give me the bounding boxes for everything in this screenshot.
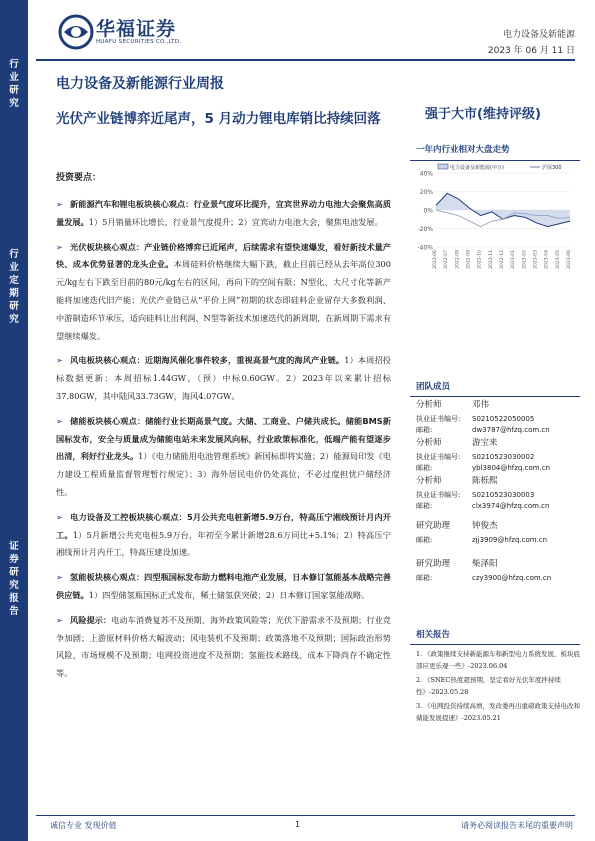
chart-xtick-label: 2023-02	[522, 250, 528, 269]
investment-body	[56, 196, 391, 690]
chart-xtick-label: 2023-03	[533, 250, 539, 269]
arrow-bullet-icon: ➢	[56, 199, 63, 209]
chart-xtick-label: 2023-05	[555, 250, 561, 269]
chart-xtick-label: 2023-04	[544, 250, 550, 269]
footer-divider	[36, 815, 575, 816]
arrow-bullet-icon: ➢	[56, 614, 63, 625]
member-email[interactable]: 邮箱: zjj3909@hfzq.com.cn	[416, 536, 548, 544]
sidebar-char: 报	[9, 593, 19, 604]
chart-xtick-label: 2022-08	[455, 250, 461, 269]
page-number: 1	[295, 820, 301, 829]
related-report-item[interactable]: 2. 《SNEC热度超预期，坚定看好光伏年度拌持续性》-2023.05.28	[416, 676, 561, 696]
member-cert: 执业证书编号: S0210522050005	[416, 415, 535, 423]
header-date: 2023 年 06 月 11 日	[487, 46, 575, 56]
investment-paragraph	[56, 239, 391, 346]
logo-en: HUAFU SECURITIES CO.,LTD.	[96, 39, 182, 45]
member-role-name	[410, 398, 580, 410]
related-report-list	[410, 648, 582, 726]
member-email[interactable]: 邮箱: clx3974@hfzq.com.cn	[416, 502, 550, 510]
legend-swatch-sector	[438, 164, 448, 169]
member-name: 钟俊杰	[472, 521, 498, 531]
chart-xtick-label: 2023-01	[511, 250, 517, 269]
header-sector: 电力设备及新能源	[502, 30, 575, 40]
investment-paragraph	[56, 569, 391, 605]
member-role: 研究助理	[416, 521, 451, 531]
related-heading: 相关报告	[410, 628, 580, 645]
paragraph-detail: 1）5月新增公共充电桩5.9万台，年初至今累计新增28.6万同比+5.1%；2）特高压宁湘线预计月内开工，特高压建设加速。	[56, 529, 391, 558]
footer-slogan: 诚信专业 发现价值	[50, 821, 117, 830]
sidebar-label-securities-report	[0, 540, 28, 618]
sidebar-char: 研	[9, 85, 19, 96]
sidebar-char: 行	[9, 59, 19, 70]
member-role: 分析师	[416, 400, 442, 410]
member-email[interactable]: 邮箱: dw3787@hfzq.com.cn	[416, 426, 550, 434]
sidebar-char: 业	[9, 72, 19, 83]
investment-paragraph	[56, 509, 391, 562]
sidebar-label-periodic-research	[0, 248, 28, 326]
investment-paragraph	[56, 196, 391, 232]
member-role: 分析师	[416, 476, 442, 486]
paragraph-key-point: 光伏板块核心观点：产业链价格博弈已近尾声，后续需求有望快速爆发，看好新技术量产快、成本优势显著的龙头企业。	[56, 241, 391, 270]
member-role-name	[410, 557, 580, 569]
left-sidebar	[0, 0, 28, 841]
paragraph-detail: 1）四型储氢瓶国标正式发布，稀土储氢获突破；2）日本修订国家氢能战略。	[88, 589, 370, 600]
paragraph-key-point: 电力设备及工控板块核心观点：5月公共充电桩新增5.9万台，特高压宁湘线预计月内开工。	[56, 511, 391, 540]
relative-performance-chart	[410, 143, 580, 271]
member-name: 邓伟	[472, 400, 490, 410]
paragraph-key-point: 储能板块核心观点：储能行业长期高景气度。大储、工商业、户储共成长。储能BMS新国标发布，安全与质量成为储能电站未来发展风向标，行业政策标准化，低端产能有望逐步出清，利好行业龙头。	[56, 415, 391, 462]
paragraph-key-point: 风险提示：	[70, 614, 112, 625]
investment-heading: 投资要点：	[56, 173, 102, 183]
sidebar-char: 业	[9, 262, 19, 273]
member-name: 游宝来	[472, 438, 498, 448]
chart-xtick-label: 2022-09	[466, 250, 472, 269]
sidebar-char: 证	[9, 541, 19, 552]
rating-label: 强于大市(维持评级)	[425, 107, 541, 122]
legend-label-index: 沪深300	[542, 165, 562, 171]
paragraph-detail: 1）本周招投标数据更新：本周招标1.44GW，（预）中标0.60GW。2）2023年以来累计招标37.80GW，其中陆风33.73GW，海风4.07GW。	[56, 355, 391, 401]
investment-paragraph	[56, 612, 391, 683]
chart-ytick-label: 0%	[423, 207, 433, 215]
team-heading: 团队成员	[410, 380, 580, 397]
related-report-item[interactable]: 3. 《电网投资持续高增，发改委再出重磅政策支持电改和储能发展提速》-2023.05.21	[416, 702, 580, 722]
arrow-bullet-icon: ➢	[56, 572, 63, 583]
paragraph-detail: 1）《电力储能用电池管理系统》新国标即将实施；2）能源局印发《电力建设工程质量监督管理暂行规定》；3）海外居民电价仍处高位，不必过度担忧户储经济性。	[56, 451, 391, 497]
sidebar-char: 期	[9, 288, 19, 299]
member-email[interactable]: 邮箱: czy3900@hfzq.com.cn	[416, 574, 552, 582]
chart-title: 一年内行业相对大盘走势	[410, 143, 580, 161]
chart-xtick-label: 2022-06	[433, 250, 438, 269]
investment-paragraph	[56, 352, 391, 405]
chart-xtick-label: 2023-06	[567, 250, 572, 269]
member-name: 柴泽阳	[472, 559, 498, 569]
team-member	[410, 474, 580, 512]
member-cert: 执业证书编号: S0210523030003	[416, 491, 535, 499]
huafu-logo-icon	[58, 14, 94, 50]
chart-ytick-label: -20%	[417, 226, 433, 233]
team-member	[410, 398, 580, 436]
chart-xtick-label: 2022-12	[500, 250, 505, 269]
chart-xtick-label: 2022-07	[444, 250, 450, 269]
sidebar-char: 研	[9, 301, 19, 312]
arrow-bullet-icon: ➢	[56, 241, 63, 252]
member-name: 陈栎熙	[472, 476, 498, 486]
footer-disclaimer: 请务必阅读报告末尾的重要声明	[461, 821, 573, 830]
paragraph-detail: 本周硅料价格继续大幅下跌，截止目前已经从去年高位300元/kg左右下跌至目前的80元/kg左右的区间，再向下的空间有限；N型化、大尺寸化等新产能将加速迭代旧产能；光伏产业链已从“平价上网”初期的状态即硅料企业留存大多数利润、中游制造环节承压，适向硅料让出利润、N型等新技术加速迭代的新周期，在新周期下需求有望继续爆发。	[56, 259, 391, 341]
sidebar-char: 行	[9, 249, 19, 260]
team-member	[410, 436, 580, 474]
paragraph-detail: 1）5月销量环比增长，行业景气度提升；2）宜宾动力电池大会，聚焦电池发展。	[88, 216, 383, 227]
member-email[interactable]: 邮箱: ybl3804@hfzq.com.cn	[416, 464, 551, 472]
member-role-name	[410, 519, 580, 531]
chart-xtick-label: 2022-10	[477, 250, 483, 269]
sidebar-char: 究	[9, 98, 19, 109]
chart-ytick-label: 40%	[419, 170, 433, 178]
team-member	[410, 557, 580, 584]
header-divider	[36, 59, 575, 61]
chart-svg	[410, 163, 580, 271]
report-type-title: 电力设备及新能源行业周报	[56, 76, 224, 92]
team-member	[410, 519, 580, 546]
sidebar-label-industry-research	[0, 58, 28, 110]
logo-cn: 华福证券	[96, 18, 177, 40]
member-role-name	[410, 436, 580, 448]
member-role-name	[410, 474, 580, 486]
chart-xtick-label: 2022-11	[488, 250, 494, 269]
paragraph-key-point: 氢能板块核心观点：四型瓶国标发布助力燃料电池产业发展，日本修订氢能基本战略完善供应链。	[56, 572, 391, 600]
member-role: 分析师	[416, 438, 442, 448]
member-role: 研究助理	[416, 559, 451, 569]
paragraph-key-point: 新能源汽车和锂电板块核心观点：行业景气度环比提升，宜宾世界动力电池大会聚焦高质量发展。	[56, 199, 391, 227]
investment-paragraph	[56, 413, 391, 502]
member-cert: 执业证书编号: S0210523030002	[416, 453, 535, 461]
arrow-bullet-icon: ➢	[56, 355, 63, 366]
sidebar-char: 告	[9, 606, 19, 617]
sidebar-char: 究	[9, 580, 19, 591]
legend-label-sector: 电力设备及新能源(申万)	[450, 165, 504, 171]
chart-ytick-label: -40%	[417, 244, 433, 252]
chart-ytick-label: 20%	[419, 189, 433, 196]
sidebar-char: 研	[9, 567, 19, 578]
arrow-bullet-icon: ➢	[56, 511, 63, 522]
related-report-item[interactable]: 1. 《政策继续支持新能源车和新型电力系统发展，板块底部应更乐观一些》-2023.06.04	[416, 650, 580, 670]
arrow-bullet-icon: ➢	[56, 415, 63, 426]
sidebar-char: 定	[9, 275, 19, 286]
sidebar-char: 券	[9, 554, 19, 565]
report-headline: 光伏产业链博弈近尾声，5 月动力锂电库销比持续回落	[56, 111, 381, 127]
paragraph-key-point: 风电板块核心观点：近期海风催化事件较多，重视高景气度的海风产业链。	[70, 355, 345, 366]
sidebar-char: 究	[9, 314, 19, 325]
paragraph-detail: 电动车消费复苏不及预期、海外政策风险等；光伏下游需求不及预期；行业竞争加剧；上游原材料价格大幅波动；风电装机不及预期；政策落地不及预期；国际政治形势风险，市场规模不及预期；电网投资进度不及预期；氢能技术路线、成本下降尚存不确定性等。	[56, 614, 391, 679]
